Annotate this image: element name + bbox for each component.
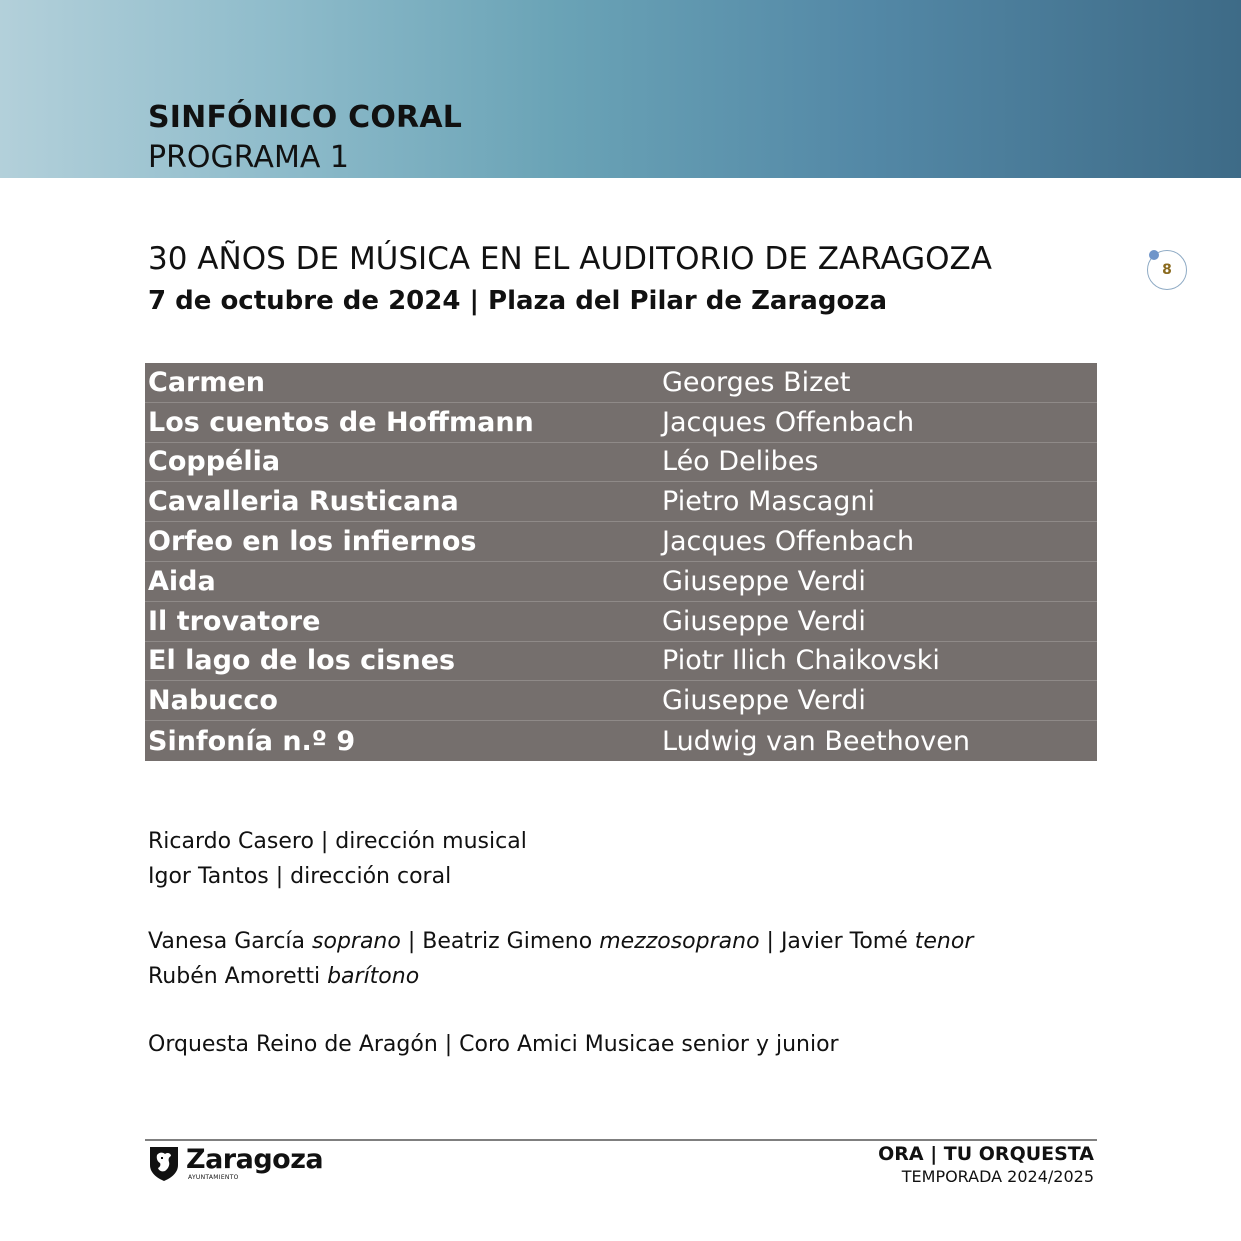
program-label: PROGRAMA 1 — [148, 140, 349, 175]
program-row — [145, 443, 1097, 483]
composer-name: Ludwig van Beethoven — [662, 725, 971, 757]
ensembles: Orquesta Reino de Aragón | Coro Amici Musicae senior y junior — [148, 1032, 839, 1057]
footer-divider — [145, 1139, 1097, 1141]
orchestra-brand: ORA | TU ORQUESTA — [878, 1143, 1094, 1165]
section-title: SINFÓNICO CORAL — [148, 100, 463, 135]
work-title: Aida — [148, 565, 216, 597]
musical-director: Ricardo Casero | dirección musical — [148, 829, 527, 854]
composer-name: Giuseppe Verdi — [662, 605, 866, 637]
soprano-name: Vanesa García — [148, 929, 313, 954]
page-badge-dot — [1149, 250, 1159, 260]
work-title: Il trovatore — [148, 605, 321, 637]
logo-name: Zaragoza — [186, 1144, 324, 1175]
program-row — [145, 522, 1097, 562]
tenor-name: | Javier Tomé — [759, 929, 915, 954]
composer-name: Giuseppe Verdi — [662, 685, 866, 717]
soloists-line-2 — [148, 959, 1108, 994]
composer-name: Pietro Mascagni — [662, 486, 876, 518]
program-row — [145, 681, 1097, 721]
work-title: Orfeo en los infiernos — [148, 526, 477, 558]
work-title: Los cuentos de Hoffmann — [148, 406, 534, 438]
work-title: Cavalleria Rusticana — [148, 486, 459, 518]
zaragoza-logo — [148, 1145, 323, 1182]
program-row — [145, 363, 1097, 403]
work-title: Carmen — [148, 366, 266, 398]
credits-block — [148, 824, 1108, 1062]
program-row — [145, 482, 1097, 522]
soprano-role: soprano — [312, 929, 401, 954]
composer-name: Jacques Offenbach — [662, 406, 915, 438]
lion-shield-icon — [148, 1145, 180, 1182]
composer-name: Jacques Offenbach — [662, 526, 915, 558]
choral-director: Igor Tantos | dirección coral — [148, 864, 452, 889]
work-title: Nabucco — [148, 685, 278, 717]
event-date-location: 7 de octubre de 2024 | Plaza del Pilar de Zaragoza — [148, 286, 887, 316]
mezzo-name: | Beatriz Gimeno — [400, 929, 600, 954]
work-title: Sinfonía n.º 9 — [148, 725, 356, 757]
program-row — [145, 562, 1097, 602]
program-row — [145, 721, 1097, 761]
baritone-role: barítono — [327, 964, 420, 989]
program-table — [145, 363, 1097, 761]
composer-name: Piotr Ilich Chaikovski — [662, 645, 940, 677]
tenor-role: tenor — [914, 929, 974, 954]
logo-subtitle: AYUNTAMIENTO — [188, 1174, 239, 1181]
soloists-line-1 — [148, 924, 1108, 959]
event-title: 30 AÑOS DE MÚSICA EN EL AUDITORIO DE ZARAGOZA — [148, 241, 992, 277]
baritone-name: Rubén Amoretti — [148, 964, 328, 989]
composer-name: Giuseppe Verdi — [662, 565, 866, 597]
work-title: El lago de los cisnes — [148, 645, 456, 677]
page-number-badge: 8 — [1147, 250, 1187, 290]
work-title: Coppélia — [148, 446, 281, 478]
composer-name: Léo Delibes — [662, 446, 819, 478]
program-row — [145, 602, 1097, 642]
season-label: TEMPORADA 2024/2025 — [901, 1167, 1094, 1186]
footer-brand-block — [878, 1142, 1094, 1188]
composer-name: Georges Bizet — [662, 366, 851, 398]
mezzo-role: mezzosoprano — [599, 929, 760, 954]
program-row — [145, 403, 1097, 443]
program-row — [145, 642, 1097, 682]
